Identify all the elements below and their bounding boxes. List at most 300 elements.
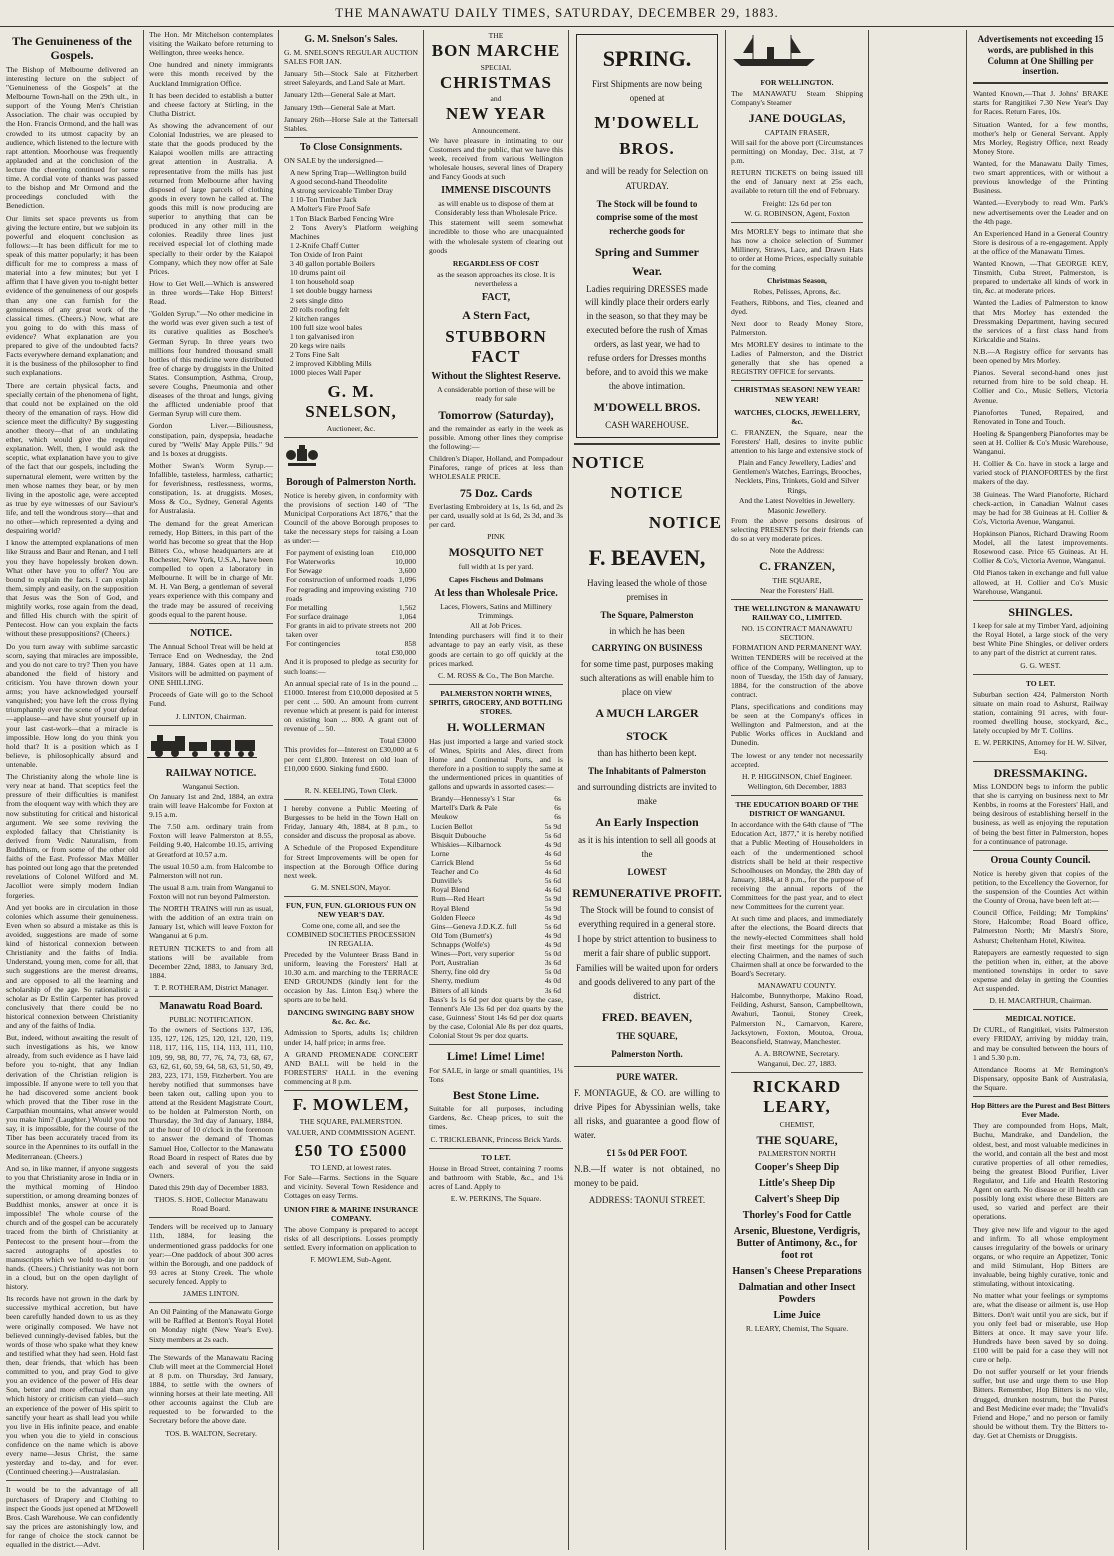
wine-row-value: 4s 9d: [544, 930, 561, 940]
leary-signature: R. LEARY, Chemist, The Square.: [745, 1324, 849, 1334]
millinery-text: Next door to Ready Money Store, Palmerston.: [731, 318, 863, 337]
news-item: Gordon Liver.—Biliousness, constipation, pain, dyspepsia, headache cured by "Wells' May Apple Pills." 9d and 1s boxes at druggists.: [149, 421, 273, 458]
railway-text: The 7.50 a.m. ordinary train from Foxton will leave Palmerston at 8.55, Feilding 9.40, Halcombe 10.15, arriving at Greatford at 10.57 a.m.: [149, 822, 273, 859]
sales-text: January 26th—Horse Sale at the Tattersall Stables.: [284, 114, 418, 133]
leary-product: Cooper's Sheep Dip: [754, 1162, 840, 1174]
security-total: Total £3000: [379, 736, 416, 746]
column-rule: [966, 30, 967, 1550]
beaven-text: as it is his intention to sell all goods at the: [578, 834, 716, 859]
oroua-text: Notice is hereby given that copies of the petition, to the Excellency the Governor, for the suspension of the Counties Act within the County of Oroua, have been left at:—: [973, 868, 1108, 906]
wine-row-value: 5s 6d: [544, 921, 561, 931]
beaven-text: The Inhabitants of Palmerston: [588, 766, 706, 777]
borough-text: And it is proposed to pledge as security for such loans:—: [284, 657, 418, 676]
sale-item: 1 set double buggy harness: [290, 286, 373, 296]
wine-row: [431, 913, 561, 922]
wine-row-label: Bisquit Dubouche: [431, 830, 487, 840]
provides-total: Total £3000: [379, 775, 416, 785]
bon-marche-text: and the remainder as early in the week as possible. Among other lines they comprise the following:—: [429, 423, 563, 452]
sale-item: 1 ton galvanised iron: [290, 331, 354, 341]
to-let-text: House in Broad Street, containing 7 rooms and bathroom with Stable, &c., and 1¼ acres of Land. Apply to: [429, 1163, 563, 1191]
jeweller-text: Plain and Fancy Jewellery, Ladies' and Gentlemen's Watches, Earrings, Brooches, Necklets, Pins, Trinkets, Gold and Silver Rings,: [732, 458, 862, 495]
column-rule: [568, 30, 569, 1550]
insurance-heading: UNION FIRE & MARINE INSURANCE COMPANY.: [283, 1204, 419, 1223]
fun-text: Come one, come all, and see the COMBINED SOCIETIES PROCESSION IN REGALIA.: [286, 921, 416, 949]
hop-bitters-heading: Hop Bitters are the Purest and Best Bitters Ever Made.: [971, 1101, 1110, 1120]
spring-signature: M'DOWELL BROS.: [593, 400, 701, 415]
notice-banner: NOTICE: [572, 452, 646, 472]
wine-row-value: 4s 6d: [544, 848, 561, 858]
classified-ad: N.B.—A Registry office for servants has been opened by Mrs Morley.: [973, 347, 1108, 366]
jeweller-text: C. FRANZEN, the Square, near the Foresters' Hall, desires to invite public attention to his large and extensive stock of: [731, 427, 863, 456]
wine-row: [431, 822, 561, 831]
wine-row-label: Martell's Dark & Pale: [431, 803, 498, 813]
wine-row-label: Wines—Port, very superior: [431, 949, 515, 959]
water-heading: PURE WATER.: [616, 1072, 678, 1083]
wine-row-value: 3s 6d: [544, 958, 561, 968]
spring-advert: [576, 34, 718, 438]
beaven-signature: FRED. BEAVEN,: [601, 1009, 693, 1024]
auctioneer-name: G. M. SNELSON,: [305, 381, 397, 421]
beaven-larger: A MUCH LARGER: [595, 706, 699, 721]
tender-signature: JAMES LINTON.: [183, 1289, 239, 1299]
to-let-heading: TO LET.: [481, 1152, 511, 1162]
mowlem-role: VALUER, AND COMMISSION AGENT.: [286, 1127, 416, 1137]
masthead: THE MANAWATU DAILY TIMES, SATURDAY, DECEMBER 29, 1883.: [0, 0, 1114, 27]
wine-row-value: 5s 9d: [544, 894, 561, 904]
leary-product: Dalmatian and other Insect Powders: [738, 1282, 856, 1306]
lime-signature: C. TRICKLEBANK, Princess Brick Yards.: [430, 1134, 562, 1144]
article-paragraph: And yet books are in circulation in those colonies which assume their genuineness. Even when so absurd a mistake as this is avoided, suggestions are made of some kind of historical connexion between Christianity and the faiths of India. Understand, young men, come for all, that such suggestions are the merest dreams, and are opposed to all the learning and scholarship of the age. So rationalistic a scholar as Dr Estlin Carpenter has proved conclusively that there could be no historical connexion between Christianity and any of the faiths of India.: [6, 902, 138, 1031]
to-let-heading: TO LET.: [1025, 678, 1056, 688]
notice-heading: NOTICE.: [190, 627, 232, 639]
roadboard-text: To the owners of Sections 137, 136, 135, 127, 126, 125, 120, 121, 120, 119, 118, 117, 116, 115, 114, 113, 111, 110, 109, 99, 98, 80, 77, 76, 74, 73, 68, 67, 63, 62, 61, 60, 59, 64, 58, 63, 51, 50, 49, 283, 223, 171, 159, Fitzherbert. You are hereby notified that summonses have been taken out, calling upon you to attend at the Resident Magistrate Court, to be holden at Palmerston North, on Thursday, the 3rd day of January, 1884, at the hour of 10 o'clock in the forenoon to answer the demand of Thomas Samuel Hoe, Collector to the Manawatu Road Board in respect of Rates due by each and several of you the said Owners.: [149, 1025, 273, 1180]
leary-square: THE SQUARE,: [756, 1132, 838, 1147]
wine-text: Bass's 1s 1s 6d per doz quarts by the case, Tennent's Ale 13s 6d per doz quarts by the case, Guinness' Stout 14s 6d per doz quarts by the case, Colonial Ale 8s per doz quarts, Colonial Stout 9s per doz quarts.: [429, 994, 563, 1041]
steamship-icon: [729, 33, 819, 69]
bon-marche-text: Everlasting Embroidery at 1s, 1s 6d, and 2s per card, usually sold at 1s 6d, 2s 3d, and 3s per card.: [429, 501, 563, 530]
loan-row-label: For payment of existing loan: [286, 548, 374, 558]
wine-row-label: Lucien Bellot: [431, 821, 473, 831]
medical-text: Attendance Rooms at Mr Remington's Dispensary, opposite Bank of Australasia, the Square.: [973, 1064, 1108, 1093]
water-price: £1 5s 0d PER FOOT.: [606, 1147, 688, 1158]
racing-signature: TOS. B. WALTON, Secretary.: [165, 1428, 257, 1438]
classified-ad: Situation Wanted, for a few months, mother's help or General Servant. Apply Mrs Morley, Registry Office, next Ready Money Store.: [973, 119, 1108, 156]
wine-row: [431, 986, 561, 995]
wine-row-label: Bitters of all kinds: [431, 985, 488, 995]
shipping-text: The MANAWATU Steam Shipping Company's Steamer: [731, 89, 863, 108]
notice-text: Proceeds of Gate will go to the School Fund.: [149, 690, 273, 709]
sales-text: January 12th—General Sale at Mart.: [284, 90, 396, 100]
wine-row-value: 5s 6d: [544, 876, 561, 886]
tender-text: Tenders will be received up to January 11th, 1884, for leasing the undermentioned grass paddocks for one year:—One paddock of about 300 acres within the Borough, and one paddock of 93 acres at Stony Creek. The whole securely fenced. Apply to: [149, 1222, 273, 1287]
to-let-signature: E. W. PERKINS, The Square.: [450, 1194, 542, 1204]
bon-marche-text: Intending purchasers will find it to their advantage to pay an early visit, as these goods are certain to go off quickly at the prices marked.: [429, 631, 563, 668]
column-6: [729, 30, 865, 1550]
wine-row-label: Carrick Blend: [431, 858, 474, 868]
column-rule: [868, 30, 869, 1550]
education-county: MANAWATU COUNTY.: [757, 981, 837, 991]
wine-row: [431, 849, 561, 858]
loan-text: TO LEND, at lowest rates.: [310, 1163, 392, 1173]
sale-item: 100 full size wool bales: [290, 322, 363, 332]
leary-town: PALMERSTON NORTH: [758, 1149, 836, 1159]
mdowell-name: M'DOWELL BROS.: [594, 112, 700, 159]
bon-marche-text: At less than Wholesale Price.: [434, 588, 558, 600]
wine-row-label: Teacher and Co: [431, 867, 479, 877]
roadboard-signature: THOS. S. HOE, Collector Manawatu Road Board.: [154, 1195, 268, 1214]
wine-row-value: 5s 0d: [544, 949, 561, 959]
education-text: At such time and places, and immediately after the elections, the Board directs that the newly-elected Committees shall hold their first meetings for the purpose of electing Chairmen, and the names of such Chairmen shall at once be forwarded to the Board's Secretary.: [731, 914, 863, 978]
column-4: [427, 30, 565, 1550]
classified-ad: H. Collier & Co. have in stock a large and varied stock of PIANOFORTES by the first makers of the day.: [973, 459, 1108, 487]
meeting-text: I hereby convene a Public Meeting of Burgesses to be held in the Town Hall on Friday, January 4th, 1884, at 8 p.m., to consider and discuss the proposal as above.: [284, 804, 418, 841]
news-item: The Hon. Mr Mitchelson contemplates visiting the Waikato before returning to Wellington, three weeks hence.: [149, 30, 273, 58]
shipping-heading: FOR WELLINGTON.: [760, 78, 834, 88]
bon-marche-text: This statement will seem somewhat incredible to those who are unacquainted with the wholesale system of clearing out goods: [429, 218, 563, 255]
roadboard-heading: Manawatu Road Board.: [159, 1001, 263, 1013]
sale-item: 2 sets single ditto: [290, 295, 343, 305]
jeweller-text: And the Latest Novelties in Jewellery.: [739, 495, 855, 505]
bon-marche-new-year: NEW YEAR: [445, 104, 547, 124]
wine-row-label: Royal Blend: [431, 903, 470, 913]
lime-heading: Lime! Lime! Lime!: [447, 1049, 545, 1064]
raffle-text: An Oil Painting of the Manawatu Gorge will be Raffled at Benton's Royal Hotel on Monday night (New Year's Eve). Sixty members at 2s each.: [149, 1307, 273, 1344]
bon-marche-signature: C. M. ROSS & Co., The Bon Marche.: [438, 670, 554, 680]
town-clerk-signature: R. N. KEELING, Town Clerk.: [304, 785, 398, 795]
sale-item: 1 10-Ton Timber Jack: [290, 195, 357, 205]
sale-item: 10 drums paint oil: [290, 268, 346, 278]
wine-text: Has just imported a large and varied stock of Wines, Spirits and Ales, direct from Home and Continental Ports, and is therefore in a position to supply the same at the undermentioned prices in quantities of gallons and upwards in assorted cases:—: [429, 736, 563, 792]
spring-wear: Spring and Summer Wear.: [594, 245, 700, 278]
column-2: [147, 30, 275, 1550]
ship-name: JANE DOUGLAS,: [748, 111, 846, 126]
hop-bitters-text: No matter what your feelings or symptoms are, what the disease or ailment is, use Hop Bitters. Don't wait until you are sick, but if you only feel bad or miserable, use Hop Bitters at once. It may save your life. Hundreds have been saved by so doing. £100 will be paid for a case they will not cure or help.: [973, 1291, 1108, 1365]
loan-table: [282, 548, 420, 648]
wollerman-name: H. WOLLERMAN: [447, 720, 545, 735]
wine-row: [431, 931, 561, 940]
railway-text: The usual 8 a.m. train from Wanganui to Foxton will not run beyond Palmerston.: [149, 882, 273, 901]
insurance-signature: F. MOWLEM, Sub-Agent.: [310, 1255, 392, 1265]
advert-paragraph: It would be to the advantage of all purchasers of Drapery and Clothing to inspect the Goods just opened at M'Dowell Bros. Cash Warehouse. We can confidently say the prices are astonishingly low, and for range of choice the stock cannot be equalled in the district.—Advt.: [6, 1485, 138, 1550]
loan-row: [286, 612, 416, 621]
sale-item: 2 Tons Fine Salt: [290, 350, 340, 360]
beaven-stock: STOCK: [626, 728, 668, 743]
column-7: [971, 30, 1110, 1550]
mowlem-name: F. MOWLEM,: [292, 1095, 410, 1115]
lime-text: Suitable for all purposes, including Gardens, &c. Cheap prices, to suit the times.: [429, 1104, 563, 1132]
contract-title: FORMATION AND PERMANENT WAY.: [732, 643, 862, 653]
to-let-text: Suburban section 424, Palmerston North situate on main road to Ashurst, Railway station, containing 91 acres, with four-roomed dwelling house, stockyard, &c., lately occupied by Mr T. Collins.: [973, 689, 1108, 736]
sale-item: A new Spring Trap—Wellington build: [290, 167, 407, 177]
oroua-signature: D. H. MACARTHUR, Chairman.: [989, 996, 1092, 1006]
bon-marche-immense: IMMENSE DISCOUNTS: [441, 185, 551, 197]
column-3: [282, 30, 420, 1550]
classified-ad: 38 Guineas. The Ward Pianoforte, Richard check-action, in Canadian Walnut cases may be had for 38 Guineas at H. Collier & Co's, Victoria Avenue, Wanganui.: [973, 489, 1108, 526]
sale-item: 20 rolls roofing felt: [290, 304, 350, 314]
news-item: One hundred and ninety immigrants were this month received by the Auckland Immigration Office.: [149, 60, 273, 88]
contract-number: NO. 15 CONTRACT MANAWATU SECTION.: [741, 624, 853, 643]
wine-row-value: 6s: [554, 794, 561, 804]
loan-row: [286, 585, 416, 603]
wine-row-label: Brandy—Hennessy's 1 Star: [431, 794, 515, 804]
sale-item: 3 40 gallon portable Boilers: [290, 259, 375, 269]
wine-row-label: Whiskies—Kilbarnock: [431, 839, 502, 849]
sale-item: A Molter's Fire Proof Safe: [290, 204, 371, 214]
bon-marche-mosquito: MOSQUITO NET: [448, 545, 544, 560]
sale-item: 2 kitchen ranges: [290, 313, 340, 323]
loan-row-label: For contingencies: [286, 639, 341, 649]
beaven-profit: REMUNERATIVE PROFIT.: [572, 885, 722, 900]
notice-text: The Annual School Treat will be held at Terrace End on Wednesday, the 2nd January, 1884. Gates open at 11 a.m. Visitors will be admitted on payment of ONE SHILLING.: [149, 641, 273, 688]
education-text: In accordance with the 64th clause of "The Education Act, 1877," it is hereby notified that a Public Meeting of Householders in each of the undermentioned school districts shall be held at their respective Schoolhouses on Monday, the 28th day of January, 1884, at 8 p.m., for the purpose of receiving the annual reports of the Committees for the past year, and to elect new Committees for the current year.: [731, 820, 863, 912]
education-signature: A. A. BROWNE, Secretary.: [754, 1048, 840, 1058]
wine-row-value: 5s 0d: [544, 967, 561, 977]
classified-ad: Wanted the Ladies of Palmerston to know that Mrs Morley has extended the Dressmaking Department, having secured the services of a first class hand from Kirkcaldie and Stains.: [973, 298, 1108, 344]
wine-row-label: Royal Blend: [431, 885, 470, 895]
bon-marche-text: as will enable us to dispose of them at Considerably less than Wholesale Price.: [435, 199, 557, 218]
leary-product: Calvert's Sheep Dip: [754, 1194, 840, 1206]
loan-total: total £30,000: [375, 648, 416, 658]
article-paragraph: There are certain physical facts, and specially certain of the phenomena of light, that could not be explained on the old theory of the emanation of rays. How did science meet the difficulty? By suggesting another theory—that of an undulating ether, which would give the required explanation. Well, then, I would ask the sceptic, what explanation have you to give of the fact that our gospels, including the supernatural element, were written by the men whose names they bear, or by men living in the apostolic age, were accepted as true by eye witnesses of our Saviour's life, and tell the wondrous story—that and no other—which represented a dying and despairing world?: [6, 380, 138, 536]
beaven-square: THE SQUARE,: [616, 1031, 678, 1042]
spring-text: First Shipments are now being opened at: [592, 79, 702, 104]
news-item: The demand for the great American remedy, Hop Bitters, in this part of the world has become so great that the Hop Bitters Co., whose headquarters are at Rochester, New York, U.S.A., have been compelled to open a laboratory in Melbourne. It will be in charge of Mr. M. H. Van Berg, a gentleman of several years experience with this company and the trade may be assured of receiving goods equal to the parent house.: [149, 518, 273, 619]
contract-signature: H. P. HIGGINSON, Chief Engineer.: [741, 771, 853, 781]
beaven-text: The Stock will be found to consist of everything required in a general store.: [578, 905, 716, 930]
sales-text: January 5th—Stock Sale at Fitzherbert street Saleyards, and Land Sale at Mart.: [284, 69, 418, 88]
bon-marche-cards: 75 Doz. Cards: [459, 485, 533, 500]
bon-marche-text: as the season approaches its close. It is nevertheless a: [437, 269, 555, 289]
article-paragraph: But, indeed, without awaiting the result of such investigations as his, we know already, from such evidence as I have laid before you to-night, that any Indian derivation of the Christian religion is impossible. If anyone were to tell you that he had discovered some ancient book which proved that the Tiber rose in the Carpathian mountains, what answer would you make him? (Laughter.) Would you not say, it is impossible, for the course of the Tiber has been accurately traced from its source in the Apennines to its outfall in the Mediterranean. (Cheers.): [6, 1033, 138, 1161]
leary-product: Lime Juice: [773, 1310, 821, 1322]
bon-marche-stern-fact: A Stern Fact,: [462, 308, 530, 323]
wine-row: [431, 967, 561, 976]
classified-ad: Pianos. Several second-hand ones just returned from hire to be sold cheap. H. Collier and Co., Music Sellers, Victoria Avenue.: [973, 368, 1108, 405]
wine-row-label: Port, Australian: [431, 958, 479, 968]
bon-marche-text: Laces, Flowers, Satins and Millinery Trimmings.: [440, 602, 552, 621]
contract-text: Plans, specifications and conditions may be seen at the Company's offices in Wellington and Palmerston, and at the Public Works offices in Auckland and Dunedin.: [731, 702, 863, 748]
loan-row-value: 710: [404, 584, 416, 594]
news-item: How to Get Well.—Which is answered in three words—Take Hop Bitters! Read.: [149, 278, 273, 307]
fun-attractions: DANCING SWINGING BABY SHOW &c. &c. &c.: [287, 1008, 415, 1027]
loan-row-value: 1,096: [398, 575, 416, 585]
beaven-inspection: An Early Inspection: [595, 815, 699, 830]
fun-text: Admission to Sports, adults 1s; children under 14, half price; in arms free.: [284, 1028, 418, 1047]
bon-marche-title: BON MARCHE: [431, 41, 561, 61]
bon-marche-the: THE: [488, 31, 504, 40]
sale-item: 2 Tons Avery's Platform weighing Machines: [290, 222, 418, 241]
leary-product: Little's Sheep Dip: [758, 1178, 836, 1190]
shipping-text: Will sail for the above port (Circumstances permitting) on Monday, Dec. 31st, at 7 p.m.: [731, 137, 863, 166]
leary-product: Arsenic, Bluestone, Verdigris, Butter of Antimony, &c., for foot rot: [733, 1226, 861, 1262]
season-heading: CHRISTMAS SEASON! NEW YEAR! NEW YEAR!: [733, 385, 861, 404]
shingles-text: I keep for sale at my Timber Yard, adjoining the Royal Hotel, a large stock of the very best White Pine Shingles, or deliver orders to any part of the district at current rates.: [973, 621, 1108, 658]
leary-product: Hansen's Cheese Preparations: [732, 1266, 862, 1278]
wine-row-value: 4s 0d: [544, 976, 561, 986]
wine-row-label: Rum—Red Heart: [431, 894, 485, 904]
fun-heading: FUN, FUN, FUN. GLORIOUS FUN ON NEW YEAR'S DAY.: [286, 900, 416, 920]
loan-row-value: 1,562: [398, 602, 416, 612]
wine-row-label: Golden Fleece: [431, 912, 476, 922]
millinery-season: Christmas Season,: [767, 276, 827, 286]
beaven-text: Families will be waited upon for orders and goods delivered to any part of the district.: [576, 962, 718, 1001]
notice-banner: NOTICE: [610, 482, 684, 502]
wine-row-value: 6s: [554, 803, 561, 813]
wine-row: [431, 831, 561, 840]
oroua-text: Council Office, Feilding; Mr Tompkins' Store, Halcombe; Road Board office, Palmerston North; Mr Marsh's Store, Ashurst; Cheltenham Hotel, Kiwitea.: [973, 908, 1108, 945]
wine-row: [431, 812, 561, 821]
wine-row-value: 6s: [554, 812, 561, 822]
racing-text: The Stewards of the Manawatu Racing Club will meet at the Commercial Hotel at 8 p.m. on Thursday, 3rd January, 1884, to settle with the owners of winning horses at their late meeting. All other accounts against the Club are requested to be forwarded to the Secretary before the above date.: [149, 1352, 273, 1426]
wine-row-value: 5s 6d: [544, 830, 561, 840]
contract-date: Wellington, 6th December, 1883: [747, 781, 847, 791]
spring-text: and will be ready for Selection on: [586, 165, 708, 176]
loan-row-value: 200: [404, 621, 416, 631]
education-date: Wanganui, Dec. 27, 1883.: [757, 1058, 837, 1068]
notice-banner: NOTICE: [648, 513, 722, 533]
wine-row-value: 5s 9d: [544, 821, 561, 831]
notice-signature: J. LINTON, Chairman.: [175, 711, 247, 721]
millinery-text: Mrs MORLEY begs to intimate that she has now a choice selection of Summer Millinery, Straws, Lace, and Drawn Hats to order at Home Prices, especially suitable for the coming: [731, 226, 863, 273]
medical-heading: MEDICAL NOTICE.: [1005, 1014, 1076, 1024]
loan-row-value: 10,000: [395, 557, 416, 567]
jeweller-text: From the above persons desirous of selecting PRESENTS for their friends can do so at very moderate prices.: [731, 515, 863, 544]
wine-row-label: Dunville's: [431, 876, 462, 886]
fun-text: A GRAND PROMENADE CONCERT AND BALL will be held in the FORESTERS' HALL in the evening commencing at 8 p.m.: [284, 1049, 418, 1086]
spring-text: ATURDAY.: [625, 180, 669, 191]
wine-row-label: Sherry, fine old dry: [431, 967, 490, 977]
wine-row-value: 4s 9d: [544, 940, 561, 950]
beaven-text: in which he has been: [609, 625, 685, 636]
loan-row-value: 1,064: [398, 611, 416, 621]
article-paragraph: The Christianity along the whole line is very near at hand. That sceptics feel the pressure of their difficulties is manifest from the eloquent way with which they are now substituting for critical and historical argument. We see some reviving the exploded fallacy that Christianity is derived from Vedic Naturalism, from Buddhism, or from some of the other old faiths of the East. Professor Max Müller has pointed out long ago that the pretended revelations of Colonel Wilford and M. Jacolliot were simply modern Indian forgeries.: [6, 772, 138, 900]
article-paragraph: I know the attempted explanations of men like Strauss and Baur and Renan, and I tell you they have hopelessly broken down. What other have you to offer? You are bound to explain the facts. I can explain them, simply and easily, on the supposition that Jesus was the Son of God, and mightily works, rose again from the dead, and filled His church with the spirit of Pentecost. How can you explain the facts without these presuppositions? (Cheers.): [6, 538, 138, 639]
beaven-name: F. BEAVEN,: [588, 544, 706, 570]
bon-marche-announcement: Announcement.: [471, 125, 521, 135]
bon-marche-text: Children's Diaper, Holland, and Pompadour Pinafores, range of prices at less than WHOLESALE PRICE.: [429, 454, 563, 482]
coat-of-arms-icon: [282, 445, 322, 467]
wine-row: [431, 858, 561, 867]
millinery-text: Feathers, Ribbons, and Ties, cleaned and dyed.: [731, 297, 863, 316]
mowlem-address: THE SQUARE, PALMERSTON.: [299, 1117, 403, 1127]
borough-text: An annual special rate of 1s in the pound ... £1000. Interest from £10,000 deposited at 5 per cent ... 500. An amount from current revenue which at present is paid for interest on existing loan ... 800. A grant out of revenue of ... 50.: [284, 678, 418, 734]
lime-subheading: Best Stone Lime.: [452, 1087, 540, 1102]
classified-header: Advertisements not exceeding 15 words, are published in this Column at One Shilling per insertion.: [977, 34, 1104, 77]
beaven-text: The Square, Palmerston: [600, 609, 694, 620]
roadboard-date: Dated this 29th day of December 1883.: [149, 1183, 269, 1193]
bon-marche-pink: PINK: [487, 532, 505, 542]
loan-row-label: For grants in aid to private streets not taken over: [286, 621, 400, 640]
roadboard-subheading: PUBLIC NOTIFICATION.: [169, 1015, 253, 1025]
wine-row-value: 5s 9d: [544, 903, 561, 913]
contract-text: Written TENDERS will be received at the office of the Company, Wellington, up to noon of Tuesday, the 15th day of January, 1884, for the construction of the above contract.: [731, 653, 863, 699]
wine-row-label: Schnapps (Wolfe's): [431, 940, 490, 950]
beaven-text: CARRYING ON BUSINESS: [591, 643, 703, 654]
loan-row: [286, 557, 416, 566]
ship-captain: CAPTAIN FRASER,: [764, 127, 830, 137]
shingles-heading: SHINGLES.: [1008, 604, 1073, 619]
wine-row: [431, 976, 561, 985]
lime-text: For SALE, in large or small quantities, 1¼ Tons: [429, 1065, 563, 1084]
classified-ad: Wanted.—Everybody to read Wm. Park's new advertisements over the Leader and on the 4th page.: [973, 198, 1108, 226]
column-rule: [725, 30, 726, 1550]
beaven-town: Palmerston North.: [611, 1049, 683, 1060]
borough-text: This provides for—Interest on £30,000 at 6 per cent £1,800. Interest on old loan of £10,000 £600. Sinking fund £600.: [284, 745, 418, 773]
classified-ad: Hoeling & Spangenberg Pianofortes may be seen at H. Collier & Co's Music Warehouse, Wanganui.: [973, 428, 1108, 457]
beaven-text: I hope by strict attention to business to merit a fair share of public support.: [577, 934, 717, 958]
bon-marche-stubborn-fact: STUBBORN FACT: [445, 326, 547, 366]
jeweller-text: Masonic Jewellery.: [767, 505, 827, 515]
wine-row: [431, 904, 561, 913]
shipping-text: RETURN TICKETS on being issued till the end of January next at 25s each, available to return till the end of February.: [731, 168, 863, 196]
loan-row: [286, 566, 416, 575]
wine-row: [431, 949, 561, 958]
to-let-signature: E. W. PERKINS, Attorney for H. W. Silver, Esq.: [974, 738, 1107, 757]
wine-row: [431, 840, 561, 849]
loan-row-label: For metalling: [286, 602, 328, 612]
hop-bitters-text: They give new life and vigour to the aged and infirm. To all whose employment causes irregularity of the bowels or urinary organs, or who require an Appetizer, Tonic and mild Stimulant, Hop Bitters are invaluable, being highly curative, tonic and stimulating, without intoxicating.: [973, 1224, 1108, 1289]
millinery-text: Robes, Pelisses, Aprons, &c.: [753, 287, 841, 297]
loan-row-label: For Sewage: [286, 566, 323, 576]
medical-text: Dr CURL, of Rangitikei, visits Palmerston every FRIDAY, arriving by midday train, and may be consulted between the hours of 1 and 5.30 p.m.: [973, 1025, 1108, 1062]
wine-row: [431, 940, 561, 949]
water-text: F. MONTAGUE, & CO. are willing to drive Pipes for Abyssinian wells, take all risks, and guarantee a good flow of water.: [574, 1088, 720, 1140]
sale-item: 2 improved Kibbling Mills: [290, 359, 372, 369]
sale-item: 1 Ton Black Barbed Fencing Wire: [290, 213, 394, 223]
article-title: The Genuineness of the Gospels.: [12, 34, 132, 63]
bon-marche-without-reserve: Without the Slightest Reserve.: [431, 371, 561, 383]
bon-marche-christmas: CHRISTMAS: [440, 72, 552, 92]
bon-marche-text: A considerable portion of these will be ready for sale: [437, 385, 555, 404]
wine-row-label: Lorne: [431, 848, 450, 858]
beaven-lowest: LOWEST: [627, 866, 667, 877]
leary-product: Thorley's Food for Cattle: [742, 1210, 852, 1222]
news-item: As showing the advancement of our Colonial Industries, we are pleased to state that the goods produced by the Kaiapoi woollen mills are attracting great attention in Australia. A representative from the mills has just returned from Melbourne after having disposed of large parcels of clothing goods in every town he called at. The goods this mill is now producing are superior to anything that can be produced in any other mill in the colonies. Readily three lines just received especial lot of clothing made specially to their order by the Kaiapoi Company, which they now offer at Sale Prices.: [149, 120, 273, 276]
article-paragraph: Our limits set space prevents us from giving the lecture entire, but we subjoin its powerful and eloquent conclusion as follows:—It has been difficult for me to speak of this matter popularly; it has been difficult for me to compress a mass of material into a few minutes; but yet I affirm that I have given you to-night better evidence of the genuineness of our gospels than any one can furnish for the genuineness of any great work of the classical times. (Cheers.) Now, what are you going to do with this mass of evidence? What explanation are you prepared to give of the undoubted facts? Facts everywhere demand explanation; and it is the business of the philosopher to find such explanations.: [6, 213, 138, 378]
consignments-heading: To Close Consignments.: [299, 141, 403, 153]
hop-bitters-text: Do not suffer yourself or let your friends suffer, but use and urge them to use Hop Bitters. Remember, Hop Bitters is no vile, drugged, drunken nostrum, but the Purest and Best Medicine ever made; the "Invalid's Friend and Hope," and no person or family should be without them. Try the Bitters to-day. Get at Chemists or Druggists.: [973, 1367, 1108, 1440]
classified-ad: Pianofortes Tuned, Repaired, and Renovated in Tone and Touch.: [973, 407, 1108, 426]
sales-text: January 19th—General Sale at Mart.: [284, 102, 396, 112]
classified-ad: Wanted Known,—That J. Johns' BRAKE starts for Rangitikei 7.30 New Year's Day for Races. Return Fares, 10s.: [973, 89, 1108, 117]
wine-row-value: 4s 9d: [544, 839, 561, 849]
on-sale-text: ON SALE by the undersigned—: [284, 155, 384, 165]
shipping-freight: Freight: 12s 6d per ton: [762, 198, 832, 208]
franzen-address: Near the Foresters' Hall.: [760, 585, 834, 595]
wine-row-label: Gins—Geneva J.D.K.Z. full: [431, 921, 517, 931]
dressmaking-text: Miss LONDON begs to inform the public that she is carrying on business next to Mr Kenbbs, in rooms at the Foresters' Hall, and being desirous of establishing herself in the business, as well as enjoying the reputation of being the best fitter in Palmerston, hopes for a continuance of patronage.: [973, 781, 1108, 846]
wine-price-list: [427, 794, 565, 994]
wine-row: [431, 794, 561, 803]
railway-heading: RAILWAY NOTICE.: [165, 767, 257, 779]
insurance-text: The above Company is prepared to accept risks of all descriptions. Losses promptly settled. Every information on application to: [284, 1224, 418, 1252]
article-paragraph: The Bishop of Melbourne delivered an interesting lecture on the subject of "Genuineness of the Gospels" at the Melbourne Town-hall on the 29th ult., in support of the Young Men's Christian Association. The chair was occupied by the Hon. Francis Ormond, and the hall was crowded to its utmost capacity by an audience, which listened to the lecture with rapt attention. Moorhouse was frequently applauded and at the conclusion of the lecture the cheering continued for some time. A cordial vote of thanks was passed to the bishop and Mr Ormond and the proceedings concluded with the Benediction.: [6, 64, 138, 211]
railway-text: On January 1st and 2nd, 1884, an extra train will leave Halcombe for Foxton at 9.15 a.m.: [149, 791, 273, 820]
column-rule: [143, 30, 144, 1550]
bon-marche-text: full width at 1s per yard.: [458, 561, 534, 571]
sale-item: Ton Oxide of Iron Paint: [290, 249, 363, 259]
shingles-signature: G. G. WEST.: [1020, 660, 1061, 670]
loan-row-label: For regrading and improving existing roads: [286, 584, 400, 603]
education-heading: THE EDUCATION BOARD OF THE DISTRICT OF WANGANUI.: [735, 800, 859, 819]
loan-row: [286, 639, 416, 648]
oroua-text: Ratepayers are earnestly requested to sign the petition when in, either, at the above mentioned townships in order to save expense and delay in getting the Counties Act suspended.: [973, 947, 1108, 994]
loan-row-value: 858: [404, 639, 416, 649]
wine-heading: PALMERSTON NORTH WINES, SPIRITS, GROCERY, AND BOTTLING STORES.: [429, 688, 563, 717]
oroua-heading: Oroua County Council.: [990, 854, 1091, 866]
borough-heading: Borough of Palmerston North.: [286, 476, 416, 488]
article-paragraph: Do you turn away with sublime sarcastic scorn, saying that miracles are impossible, and you do not care to try? Then you have abandoned the field of history and criticism. You have thrown down your arms; you have acknowledged yourself vanquished; you have left the cross flying triumphantly over the scene of your defeat—applause—and have shut yourself up in your last cast-work—that a miracle is impossible. How long do you think you hold that? It is a position which as I believe, is philosophically absurd and untenable.: [6, 641, 138, 769]
